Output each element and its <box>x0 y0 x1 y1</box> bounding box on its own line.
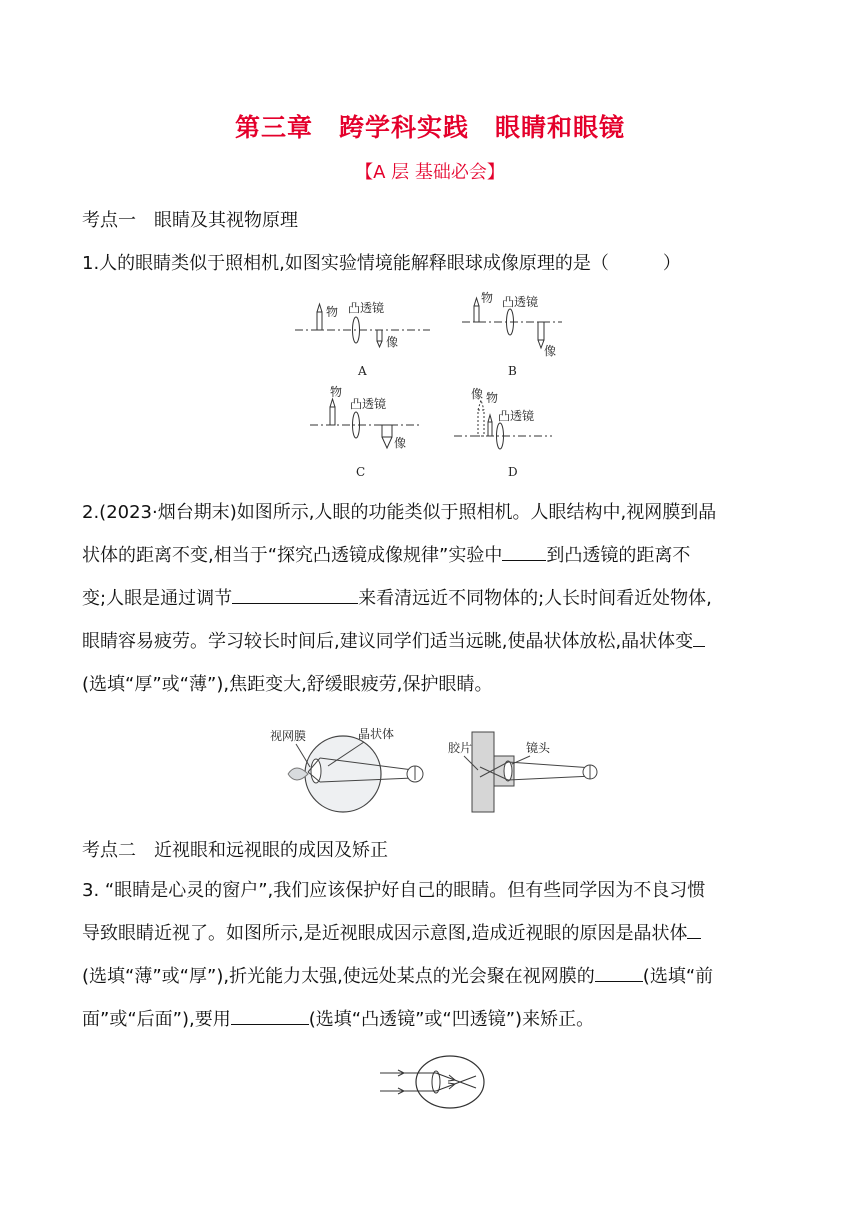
image-label: 像 <box>471 387 484 401</box>
answer-blank[interactable] <box>502 540 546 561</box>
film-label: 胶片 <box>448 741 473 755</box>
question-2-figure <box>268 722 600 822</box>
image-label: 像 <box>544 344 557 358</box>
question-2-line-1: 2.(2023·烟台期末)如图所示,人眼的功能类似于照相机。人眼结构中,视网膜到晶 <box>82 502 717 523</box>
object-label: 物 <box>330 385 343 399</box>
question-2-line-3: 变;人眼是通过调节 来看清远近不同物体的;人长时间看近处物体, <box>82 577 782 620</box>
option-label-c: C <box>356 465 366 479</box>
object-label: 物 <box>326 305 339 319</box>
question-2-line-4: 眼睛容易疲劳。学习较长时间后,建议同学们适当远眺,使晶状体放松,晶状体变 <box>82 620 782 663</box>
object-label: 物 <box>481 291 494 305</box>
question-2-line-5: (选填“厚”或“薄”),焦距变大,舒缓眼疲劳,保护眼睛。 <box>82 674 493 695</box>
option-label-d: D <box>508 465 518 479</box>
myopia-diagram <box>378 1052 488 1112</box>
section-heading-2: 考点二 近视眼和远视眼的成因及矫正 <box>82 840 388 861</box>
lens-label: 凸透镜 <box>498 409 535 423</box>
figure-option-d <box>454 386 552 479</box>
answer-blank[interactable] <box>693 626 705 647</box>
crystalline-lens-label: 晶状体 <box>358 727 395 741</box>
lens-label: 凸透镜 <box>502 295 539 309</box>
question-3-line-3: (选填“薄”或“厚”),折光能力太强,使远处某点的光会聚在视网膜的 (选填“前 <box>82 955 782 998</box>
question-1-text: 1.人的眼睛类似于照相机,如图实验情境能解释眼球成像原理的是（ ） <box>82 253 681 274</box>
question-3-text <box>82 869 782 1041</box>
option-label-b: B <box>508 364 517 378</box>
retina-label: 视网膜 <box>270 729 307 743</box>
section-heading-1: 考点一 眼睛及其视物原理 <box>82 210 298 231</box>
question-2-text <box>82 491 782 706</box>
level-subtitle: 【A 层 基础必会】 <box>355 162 505 183</box>
answer-blank[interactable] <box>232 583 358 604</box>
question-2-line-2: 状体的距离不变,相当于“探究凸透镜成像规律”实验中 到凸透镜的距离不 <box>82 534 782 577</box>
image-label: 像 <box>386 335 399 349</box>
answer-blank[interactable] <box>231 1004 309 1025</box>
figure-option-a <box>295 300 430 378</box>
figure-option-b <box>462 290 562 378</box>
camera-lens-label: 镜头 <box>526 741 551 755</box>
chapter-title: 第三章 跨学科实践 眼睛和眼镜 <box>234 113 625 142</box>
image-label: 像 <box>394 436 407 450</box>
lens-label: 凸透镜 <box>348 301 385 315</box>
question-3-line-1: 3. “眼睛是心灵的窗户”,我们应该保护好自己的眼睛。但有些同学因为不良习惯 <box>82 880 706 901</box>
camera-diagram <box>448 732 597 812</box>
eye-diagram <box>270 726 423 812</box>
question-1-figure <box>290 290 580 485</box>
answer-blank[interactable] <box>595 961 643 982</box>
object-label: 物 <box>486 391 499 405</box>
figure-option-c <box>310 384 422 479</box>
question-3-line-4: 面”或“后面”),要用 (选填“凸透镜”或“凹透镜”)来矫正。 <box>82 998 782 1041</box>
lens-label: 凸透镜 <box>350 397 387 411</box>
question-3-line-2: 导致眼睛近视了。如图所示,是近视眼成因示意图,造成近视眼的原因是晶状体 <box>82 912 782 955</box>
option-label-a: A <box>358 364 367 378</box>
answer-blank[interactable] <box>687 918 701 939</box>
